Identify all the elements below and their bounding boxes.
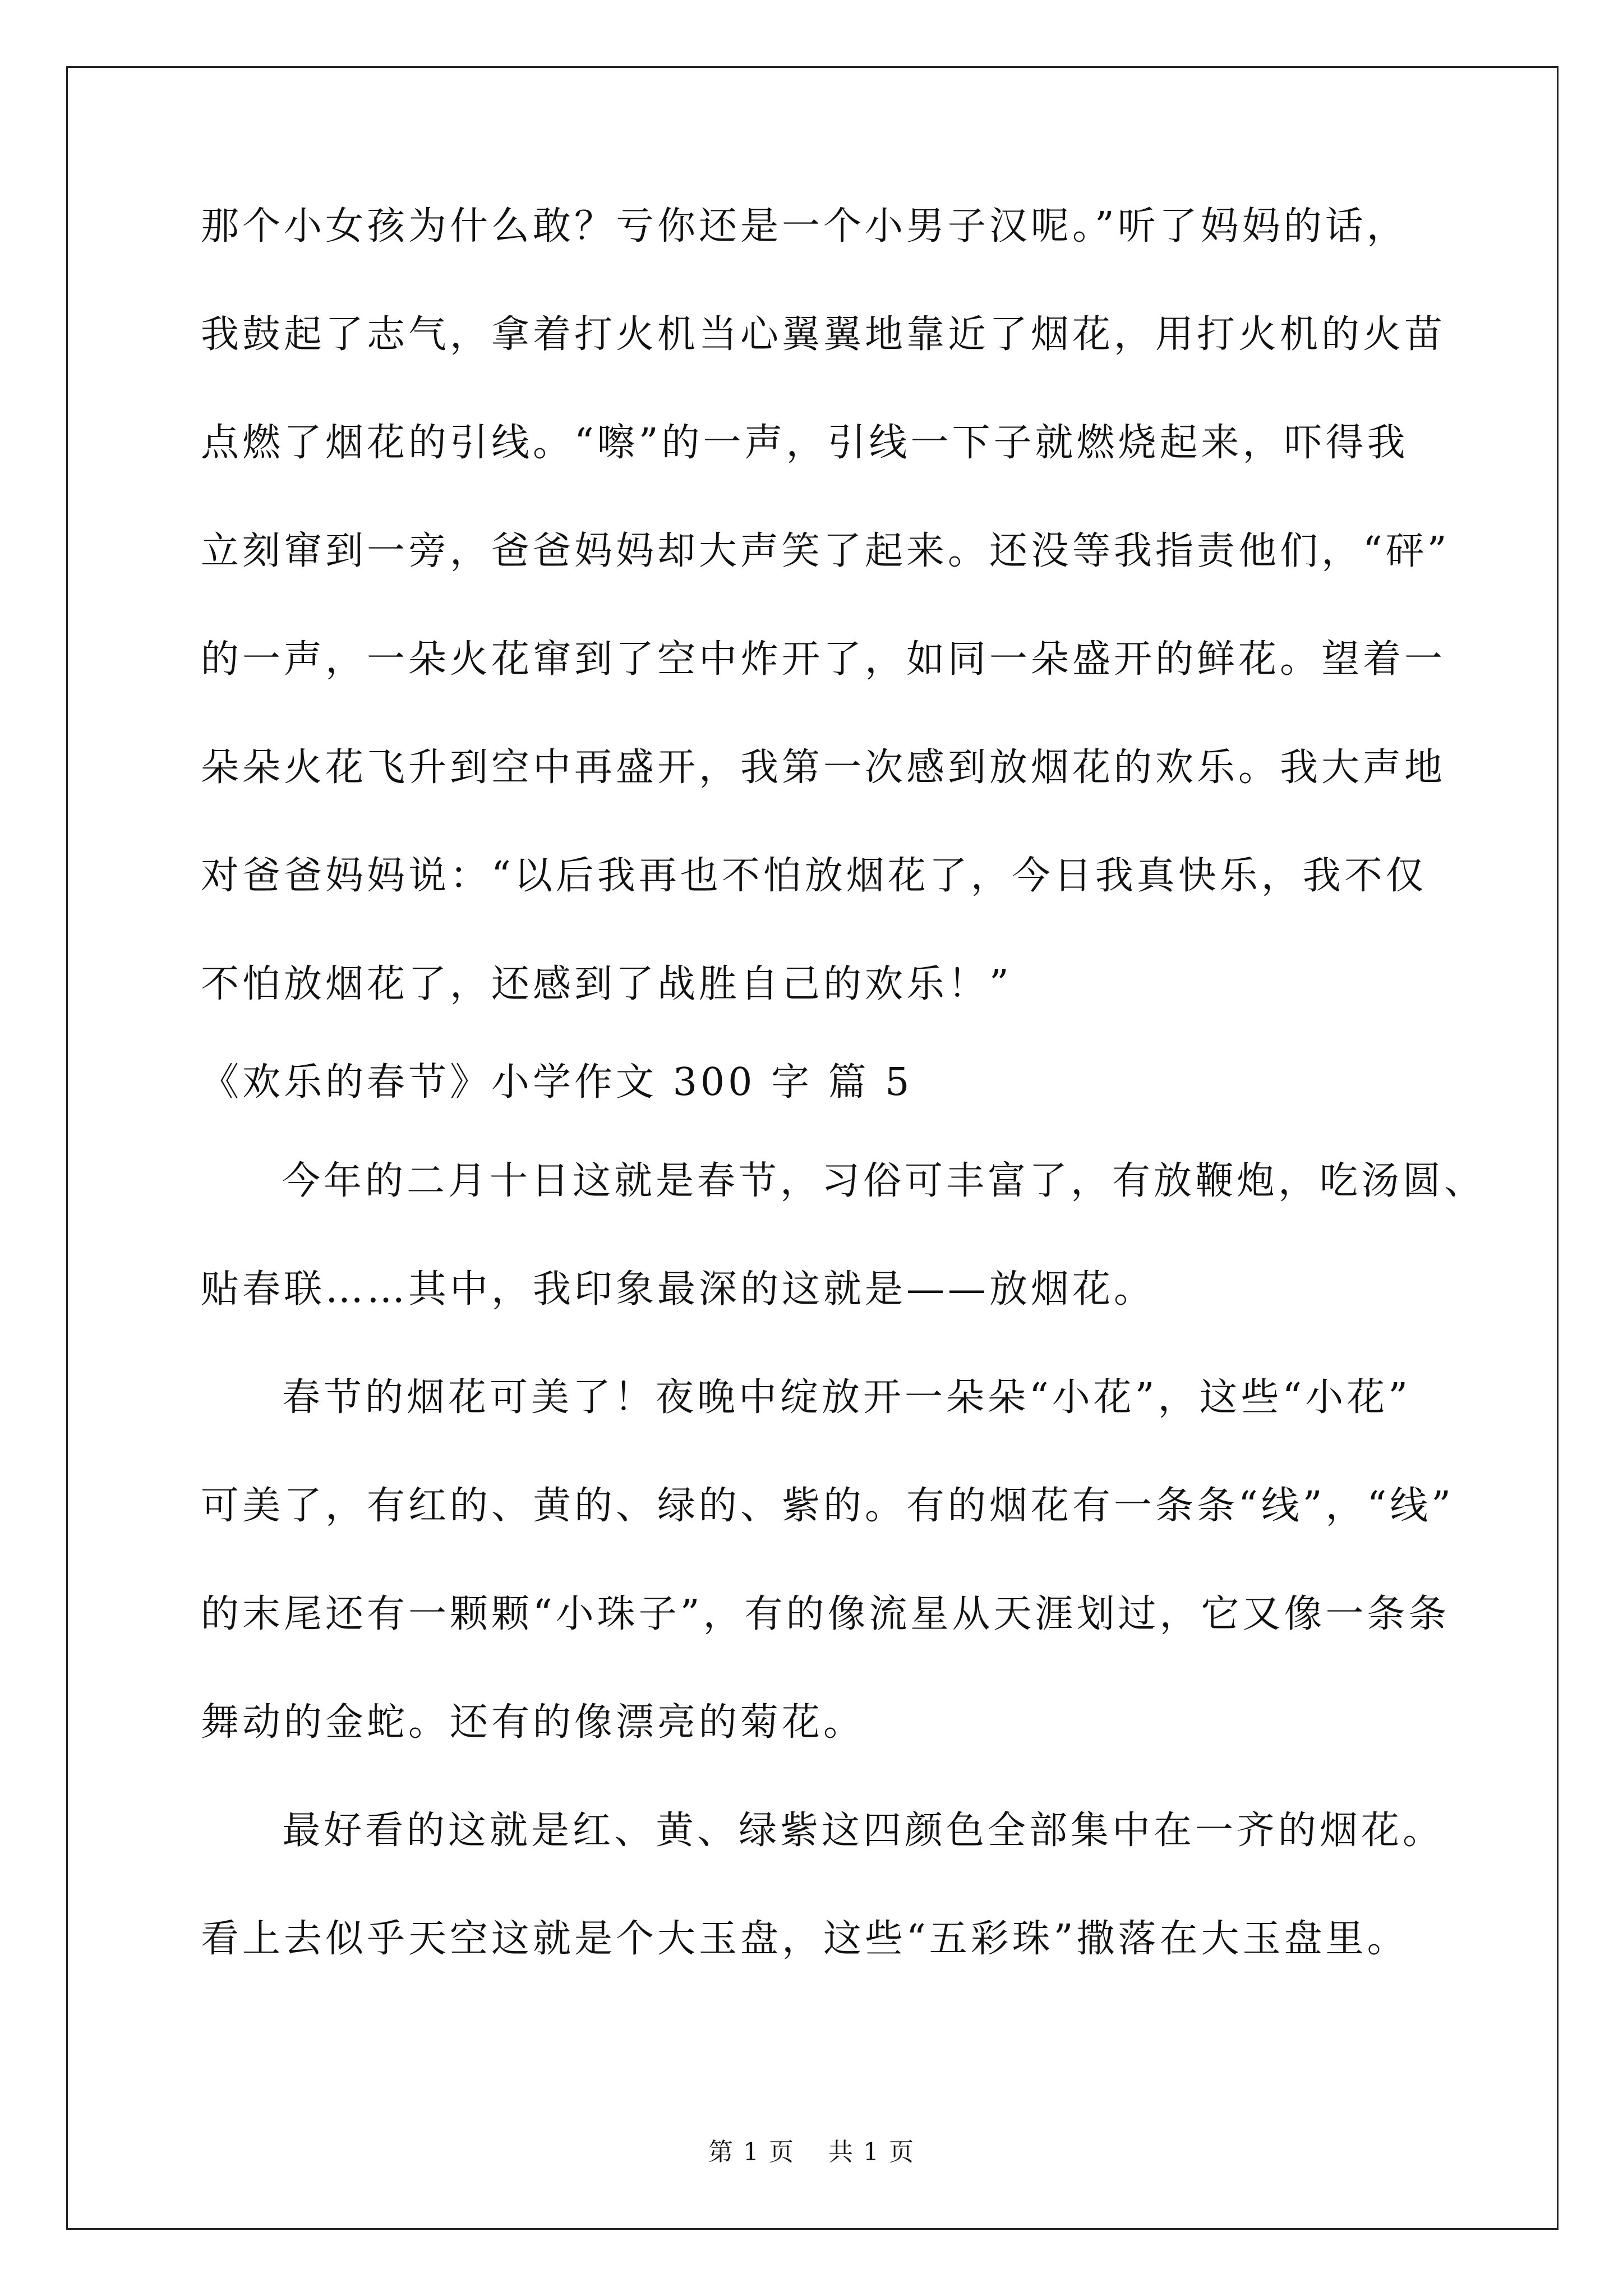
page-total: 共 1 页: [828, 2138, 915, 2166]
page-number: 第 1 页: [708, 2138, 795, 2166]
page-border: [66, 66, 1559, 2230]
paragraph-line: 看上去似乎天空这就是个大玉盘，这些“五彩珠”撒落在大玉盘里。: [201, 1917, 1409, 1961]
paragraph-line: 最好看的这就是红、黄、绿紫这四颜色全部集中在一齐的烟花。: [282, 1809, 1445, 1853]
page-footer: [0, 2132, 1623, 2168]
paragraph-line: 那个小女孩为什么敢？亏你还是一个小男子汉呢。”听了妈妈的话，: [201, 204, 1408, 249]
paragraph-line: 今年的二月十日这就是春节，习俗可丰富了，有放鞭炮，吃汤圆、: [282, 1159, 1486, 1203]
paragraph-line: 我鼓起了志气，拿着打火机当心翼翼地靠近了烟花，用打火机的火苗: [201, 312, 1446, 357]
paragraph-line: 可美了，有红的、黄的、绿的、紫的。有的烟花有一条条“线”，“线”: [201, 1484, 1455, 1528]
paragraph-line: 对爸爸妈妈说：“以后我再也不怕放烟花了，今日我真快乐，我不仅: [201, 854, 1427, 898]
paragraph-line: 的一声，一朵火花窜到了空中炸开了，如同一朵盛开的鲜花。望着一: [201, 637, 1446, 682]
paragraph-line: 春节的烟花可美了！夜晚中绽放开一朵朵“小花”，这些“小花”: [282, 1375, 1412, 1420]
paragraph-line: 不怕放烟花了，还感到了战胜自己的欢乐！”: [201, 962, 1012, 1006]
section-heading: 《欢乐的春节》小学作文 300 字 篇 5: [201, 1060, 913, 1105]
paragraph-line: 贴春联……其中，我印象最深的这就是——放烟花。: [201, 1267, 1156, 1312]
paragraph-line: 立刻窜到一旁，爸爸妈妈却大声笑了起来。还没等我指责他们，“砰”: [201, 529, 1450, 573]
paragraph-line: 的末尾还有一颗颗“小珠子”，有的像流星从天涯划过，它又像一条条: [201, 1592, 1450, 1636]
paragraph-line: 朵朵火花飞升到空中再盛开，我第一次感到放烟花的欢乐。我大声地: [201, 746, 1446, 790]
paragraph-line: 舞动的金蛇。还有的像漂亮的菊花。: [201, 1700, 865, 1745]
paragraph-line: 点燃了烟花的引线。“嚓”的一声，引线一下子就燃烧起来，吓得我: [201, 421, 1409, 465]
